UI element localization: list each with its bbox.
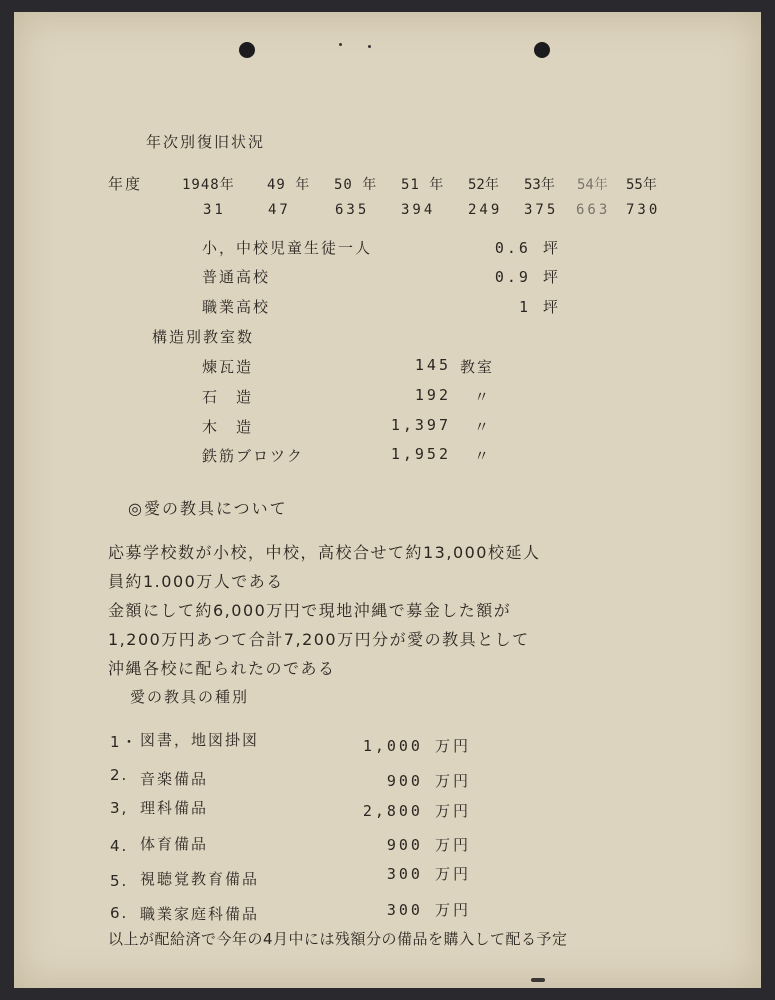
- item-name: 図書，地図掛図: [140, 731, 260, 749]
- year-cell: 54年: [577, 177, 608, 193]
- item-name: 職業家庭科備品: [140, 905, 260, 923]
- count-cell: 394: [401, 202, 436, 218]
- year-cell: 52年: [468, 177, 499, 193]
- item-amount: 300 万円: [386, 901, 471, 919]
- structure-value: 1,952: [390, 445, 451, 463]
- item-number: 4.: [110, 837, 129, 855]
- document-page: [14, 12, 761, 988]
- year-cell: 49 年: [267, 177, 311, 193]
- item-number: 2.: [110, 766, 129, 784]
- punch-hole-left: [239, 42, 255, 58]
- structure-label: 煉瓦造: [202, 358, 254, 376]
- year-row-label: 年度: [108, 175, 143, 193]
- structure-unit: 〃: [474, 388, 492, 406]
- structure-value: 192: [414, 386, 451, 404]
- item-amount: 2,800 万円: [362, 802, 471, 820]
- types-heading: 愛の教具の種別: [130, 688, 250, 706]
- year-cell: 53年: [524, 177, 555, 193]
- structure-unit: 教室: [460, 358, 495, 376]
- item-amount: 900 万円: [386, 772, 471, 790]
- year-cell: 50 年: [334, 177, 378, 193]
- count-cell: 635: [335, 202, 370, 218]
- area-value: 0.9 坪: [494, 268, 561, 286]
- year-cell: 1948年: [182, 177, 235, 193]
- area-value: 0.6 坪: [494, 239, 561, 257]
- item-amount: 300 万円: [386, 865, 471, 883]
- structure-label: 石 造: [202, 388, 254, 406]
- paper-speck: [339, 43, 342, 46]
- item-name: 音楽備品: [140, 770, 209, 788]
- paper-speck: [531, 978, 545, 982]
- item-number: 3,: [110, 799, 129, 817]
- item-number: 5.: [110, 872, 129, 890]
- paragraph-line: 沖縄各校に配られたのである: [108, 659, 336, 678]
- paper-speck: [368, 45, 371, 48]
- year-cell: 55年: [626, 177, 657, 193]
- structure-heading: 構造別教室数: [152, 328, 255, 346]
- structure-value: 145: [414, 356, 451, 374]
- item-name: 理科備品: [140, 799, 209, 817]
- count-cell: 31: [203, 202, 226, 218]
- count-cell: 375: [524, 202, 559, 218]
- structure-value: 1,397: [390, 416, 451, 434]
- year-cell: 51 年: [401, 177, 445, 193]
- structure-unit: 〃: [474, 447, 492, 465]
- area-value: 1 坪: [518, 298, 561, 316]
- item-amount: 900 万円: [386, 836, 471, 854]
- punch-hole-right: [534, 42, 550, 58]
- structure-label: 鉄筋ブロツク: [202, 447, 304, 465]
- document-title: 年次別復旧状況: [146, 133, 266, 151]
- structure-label: 木 造: [202, 418, 254, 436]
- count-cell: 730: [626, 202, 661, 218]
- count-cell: 47: [268, 202, 291, 218]
- item-number: 1・: [110, 733, 139, 751]
- count-cell: 249: [468, 202, 503, 218]
- item-amount: 1,000 万円: [362, 737, 471, 755]
- area-label: 小，中校児童生徒一人: [202, 239, 373, 257]
- area-label: 職業高校: [202, 298, 271, 316]
- paragraph-line: 1,200万円あつて合計7,200万円分が愛の教具として: [108, 630, 530, 649]
- section-heading: ◎愛の教具について: [128, 499, 288, 518]
- paragraph-line: 金額にして約6,000万円で現地沖縄で募金した額が: [108, 601, 512, 620]
- item-name: 視聴覚教育備品: [140, 870, 260, 888]
- footer-note: 以上が配給済で今年の4月中には残額分の備品を購入して配る予定: [108, 930, 568, 948]
- count-cell: 663: [576, 202, 611, 218]
- area-label: 普通高校: [202, 268, 271, 286]
- structure-unit: 〃: [474, 418, 492, 436]
- paragraph-line: 員約1.000万人である: [108, 572, 284, 591]
- item-number: 6.: [110, 904, 129, 922]
- paragraph-line: 応募学校数が小校，中校，高校合せて約13,000校延人: [108, 543, 541, 562]
- item-name: 体育備品: [140, 835, 209, 853]
